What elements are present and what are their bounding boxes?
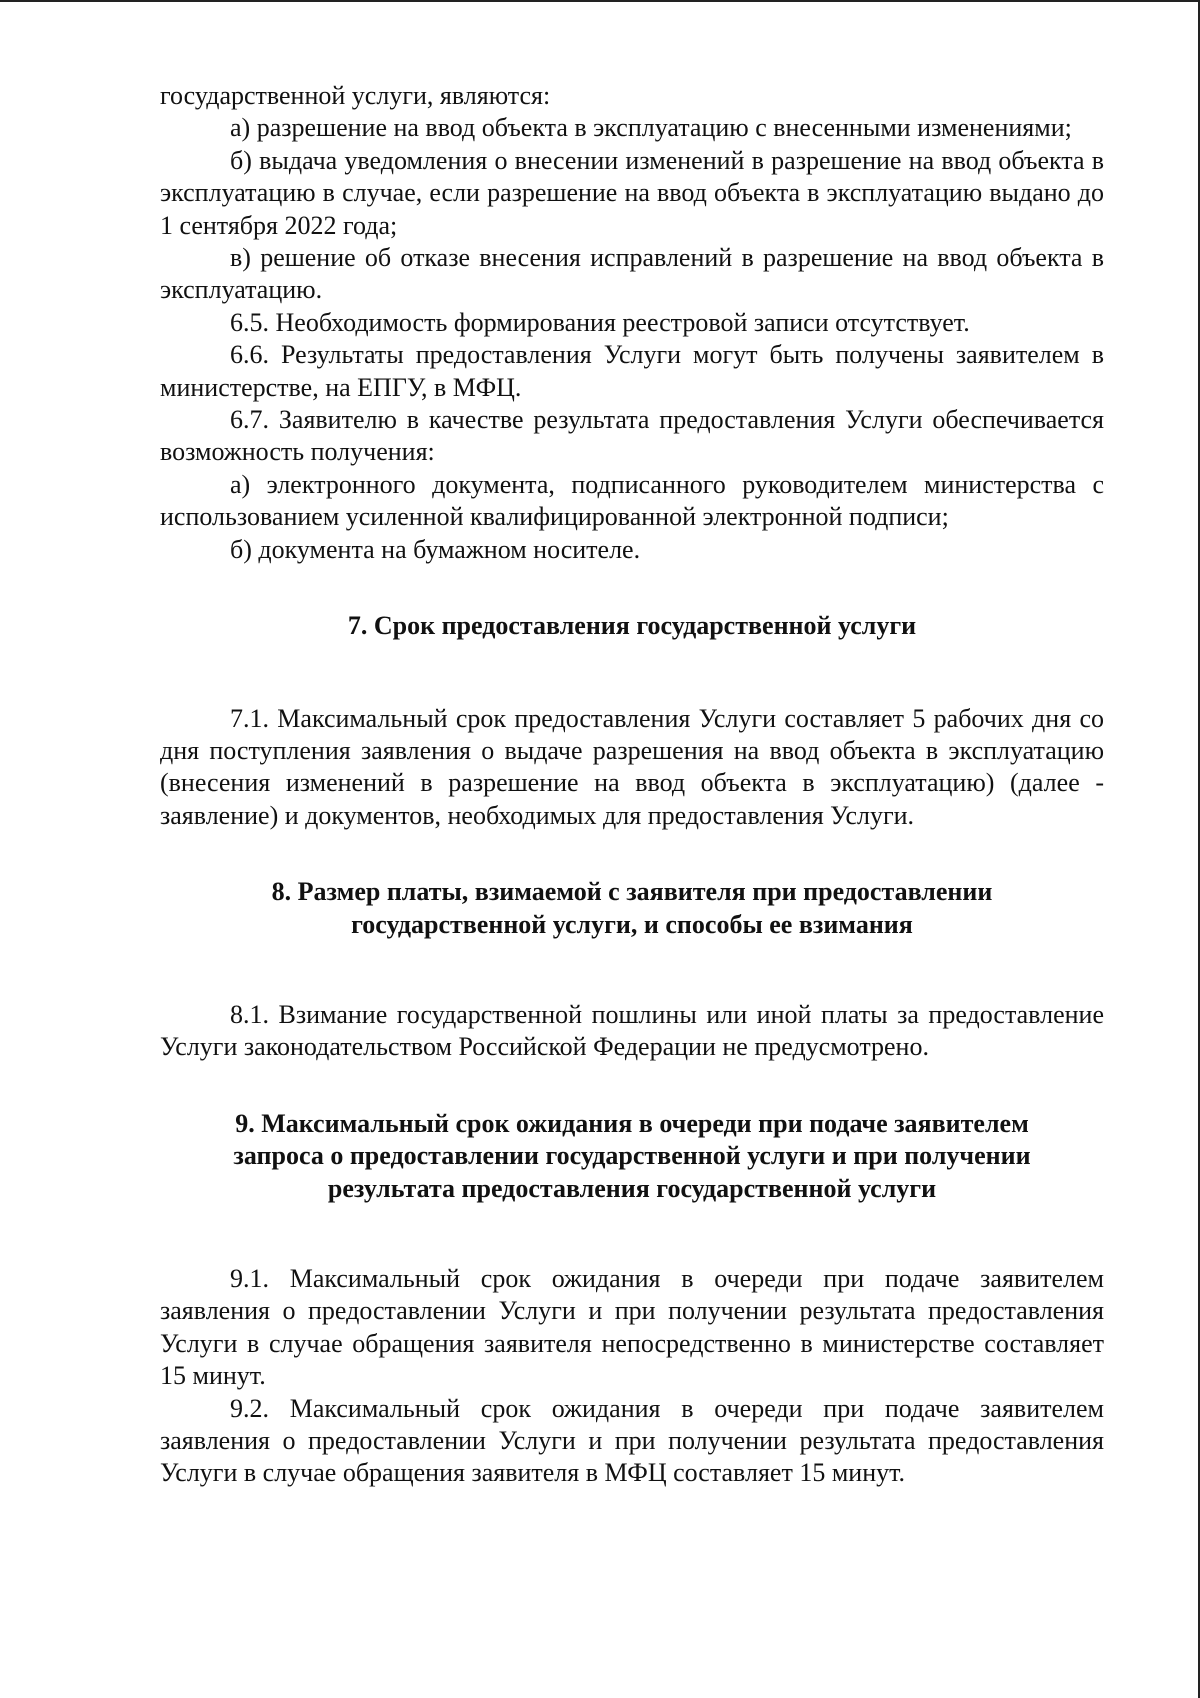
item-6-7-a: а) электронного документа, подписанного руководителем министерства с использованием усиленной квалифицированной электронной подписи; bbox=[160, 469, 1104, 532]
paragraph-8-1: 8.1. Взимание государственной пошлины или иной платы за предоставление Услуги законодательством Российской Федерации не предусмотрено. bbox=[160, 999, 1104, 1062]
item-6-7-b: б) документа на бумажном носителе. bbox=[230, 534, 641, 564]
section-9-heading-line2: запроса о предоставлении государственной услуги и при получении bbox=[233, 1141, 1031, 1171]
intro-line: государственной услуги, являются: bbox=[160, 81, 551, 110]
paragraph-6-7: 6.7. Заявителю в качестве результата предоставления Услуги обеспечивается возможность получения: bbox=[160, 405, 1104, 467]
section-9-heading bbox=[160, 1108, 1104, 1205]
paragraph-7-1: 7.1. Максимальный срок предоставления Услуги составляет 5 рабочих дня со дня поступления заявления о выдаче разрешения на ввод объекта в эксплуатацию (внесения изменений в разрешение на ввод объекта в эксплуатацию) (далее - заявление) и документов, необходимых для предоставления Услуги. bbox=[160, 703, 1104, 830]
section-8-heading-line2: государственной услуги, и способы ее взимания bbox=[351, 909, 913, 939]
paragraph-9-1: 9.1. Максимальный срок ожидания в очереди при подаче заявителем заявления о предоставлении Услуги и при получении результата предоставления Услуги в случае обращения заявителя непосредственно в министерстве составляет 15 минут. bbox=[160, 1263, 1104, 1391]
section-7-heading: 7. Срок предоставления государственной услуги bbox=[347, 611, 917, 641]
paragraph-6-6: 6.6. Результаты предоставления Услуги могут быть получены заявителем в министерстве, на ЕПГУ, в МФЦ. bbox=[160, 340, 1104, 402]
section-8-heading bbox=[160, 876, 1104, 941]
item-6-4-c: в) решение об отказе внесения исправлений в разрешение на ввод объекта в эксплуатацию. bbox=[160, 243, 1104, 305]
paragraph-9-2: 9.2. Максимальный срок ожидания в очереди при подаче заявителем заявления о предоставлении Услуги и при получении результата предоставления Услуги в случае обращения заявителя в МФЦ составляет 15 минут. bbox=[160, 1393, 1104, 1488]
spacer bbox=[160, 643, 1104, 703]
item-6-4-b: б) выдача уведомления о внесении изменений в разрешение на ввод объекта в эксплуатацию в случае, если разрешение на ввод объекта в эксплуатацию выдано до 1 сентября 2022 года; bbox=[160, 145, 1104, 240]
paragraph-6-5: 6.5. Необходимость формирования реестровой записи отсутствует. bbox=[230, 307, 970, 337]
document-body bbox=[160, 80, 1104, 1490]
section-9-heading-line1: 9. Максимальный срок ожидания в очереди при подаче заявителем bbox=[235, 1108, 1029, 1138]
spacer bbox=[160, 1064, 1104, 1108]
spacer bbox=[160, 832, 1104, 876]
spacer bbox=[160, 1205, 1104, 1263]
spacer bbox=[160, 941, 1104, 999]
section-9-heading-line3: результата предоставления государственной услуги bbox=[327, 1173, 937, 1203]
spacer bbox=[160, 566, 1104, 610]
item-6-4-a: а) разрешение на ввод объекта в эксплуатацию с внесенными изменениями; bbox=[230, 113, 1072, 143]
section-8-heading-line1: 8. Размер платы, взимаемой с заявителя при предоставлении bbox=[271, 877, 993, 907]
